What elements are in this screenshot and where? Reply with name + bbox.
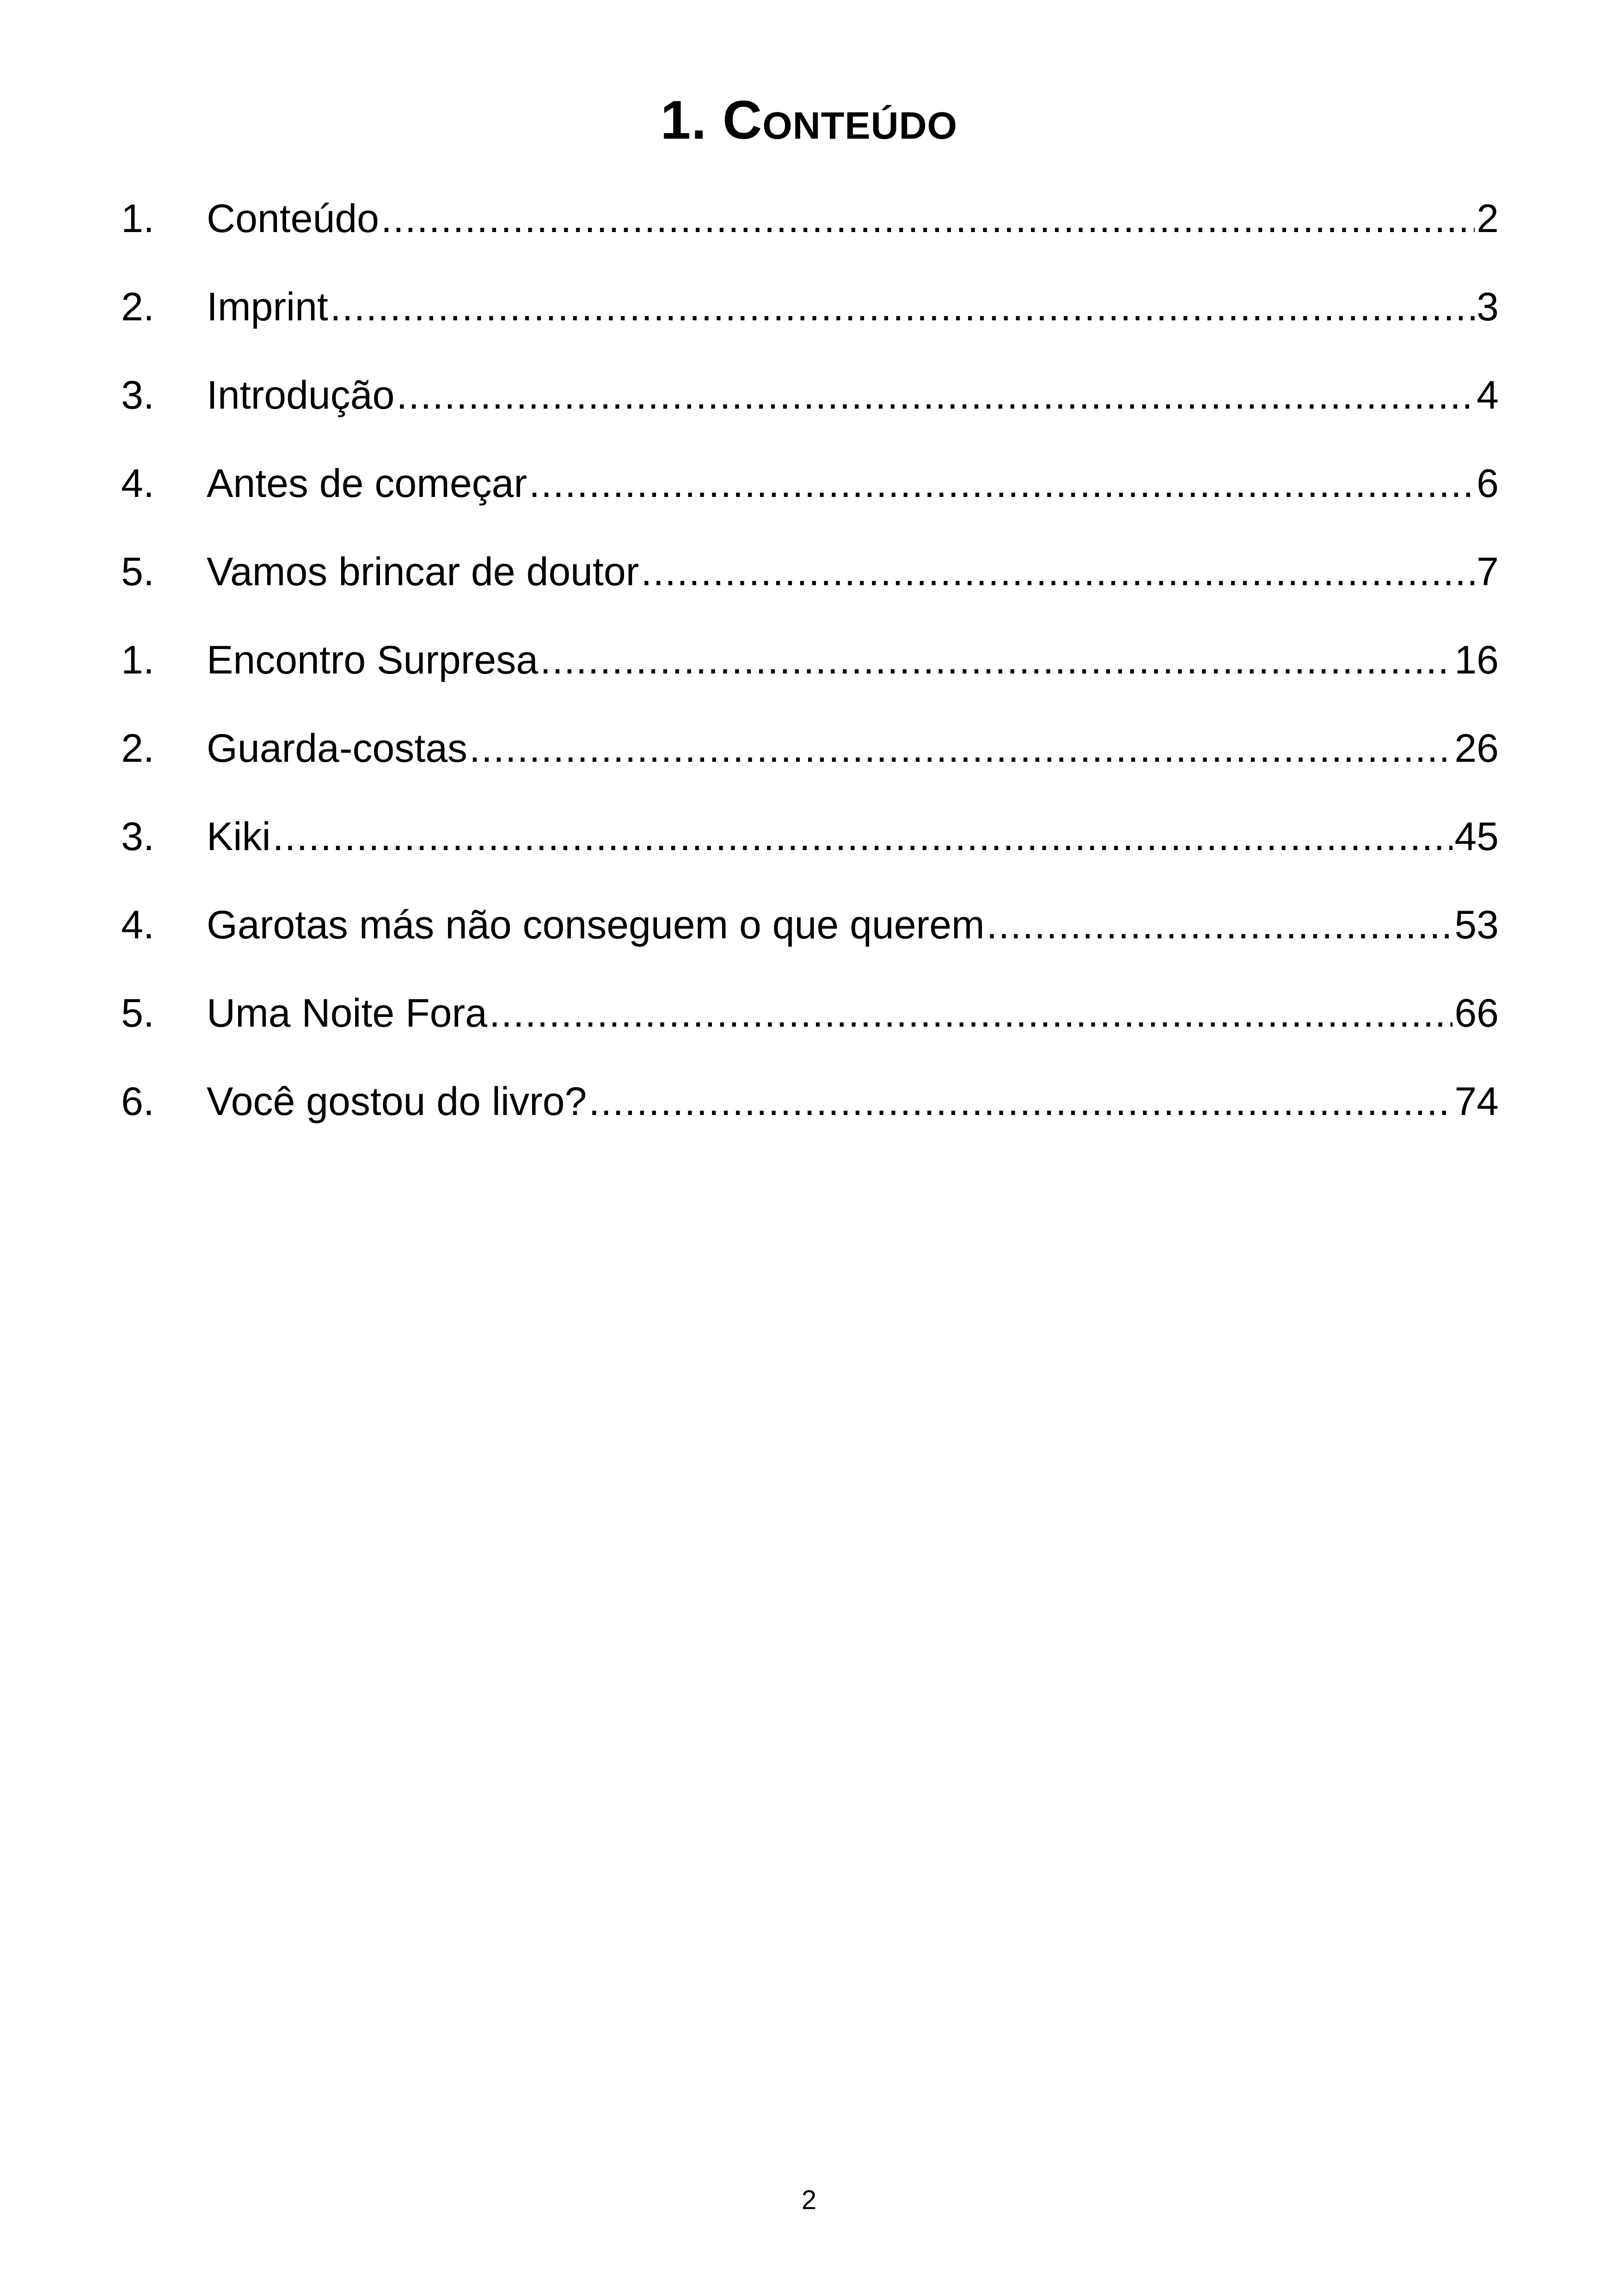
- dot-leader: [469, 714, 1453, 783]
- toc-entry[interactable]: [121, 449, 1499, 537]
- toc-entry[interactable]: [121, 714, 1499, 802]
- toc-entry[interactable]: [121, 802, 1499, 890]
- toc-entry[interactable]: [121, 979, 1499, 1067]
- toc-entry-number: 6.: [121, 1079, 154, 1124]
- title-number: 1.: [660, 90, 707, 151]
- toc-entry-label: Imprint: [207, 285, 328, 329]
- toc-entry-page: 26: [1454, 726, 1499, 771]
- dot-leader: [588, 1067, 1453, 1136]
- toc-entry-number: 1.: [121, 638, 154, 682]
- toc-entry[interactable]: [121, 890, 1499, 979]
- toc-entry[interactable]: [121, 184, 1499, 272]
- toc-entry[interactable]: [121, 537, 1499, 625]
- toc-entry-number: 2.: [121, 285, 154, 329]
- dot-leader: [641, 537, 1475, 606]
- toc-entry[interactable]: [121, 361, 1499, 449]
- dot-leader: [540, 625, 1453, 695]
- dot-leader: [529, 449, 1475, 518]
- toc-entry-page: 45: [1454, 814, 1499, 859]
- toc-entry-number: 5.: [121, 550, 154, 594]
- title-text: Conteúdo: [723, 90, 958, 151]
- toc-entry-number: 3.: [121, 373, 154, 417]
- dot-leader: [489, 979, 1453, 1048]
- dot-leader: [273, 802, 1453, 871]
- toc-entry-page: 4: [1477, 373, 1499, 417]
- toc-entry-number: 5.: [121, 991, 154, 1035]
- dot-leader: [330, 272, 1475, 342]
- toc-entry-label: Antes de começar: [207, 461, 527, 506]
- page-title: [0, 86, 1618, 155]
- dot-leader: [381, 184, 1475, 253]
- toc-entry-page: 7: [1477, 550, 1499, 594]
- toc-entry-label: Vamos brincar de doutor: [207, 550, 639, 594]
- page-number: 2: [801, 2185, 817, 2215]
- toc-entry-label: Conteúdo: [207, 196, 379, 241]
- toc-entry-number: 2.: [121, 726, 154, 771]
- toc-entry-page: 2: [1477, 196, 1499, 241]
- toc-entry-number: 4.: [121, 461, 154, 506]
- toc-entry-label: Uma Noite Fora: [207, 991, 487, 1035]
- dot-leader: [987, 890, 1453, 960]
- toc-entry-page: 3: [1477, 285, 1499, 329]
- toc-entry-page: 74: [1454, 1079, 1499, 1124]
- toc-entry-label: Você gostou do livro?: [207, 1079, 587, 1124]
- toc-entry-number: 1.: [121, 196, 154, 241]
- toc-entry-label: Kiki: [207, 814, 271, 859]
- toc-entry[interactable]: [121, 272, 1499, 361]
- toc-entry-page: 6: [1477, 461, 1499, 506]
- toc-entry-label: Garotas más não conseguem o que querem: [207, 903, 985, 947]
- toc-entry-page: 66: [1454, 991, 1499, 1035]
- dot-leader: [396, 361, 1475, 430]
- toc-entry[interactable]: [121, 1067, 1499, 1155]
- table-of-contents: [121, 184, 1499, 1155]
- toc-entry-number: 4.: [121, 903, 154, 947]
- toc-entry-page: 16: [1454, 638, 1499, 682]
- toc-entry-page: 53: [1454, 903, 1499, 947]
- toc-entry-number: 3.: [121, 814, 154, 859]
- toc-entry[interactable]: [121, 625, 1499, 714]
- toc-entry-label: Introdução: [207, 373, 395, 417]
- toc-entry-label: Guarda-costas: [207, 726, 468, 771]
- toc-entry-label: Encontro Surpresa: [207, 638, 539, 682]
